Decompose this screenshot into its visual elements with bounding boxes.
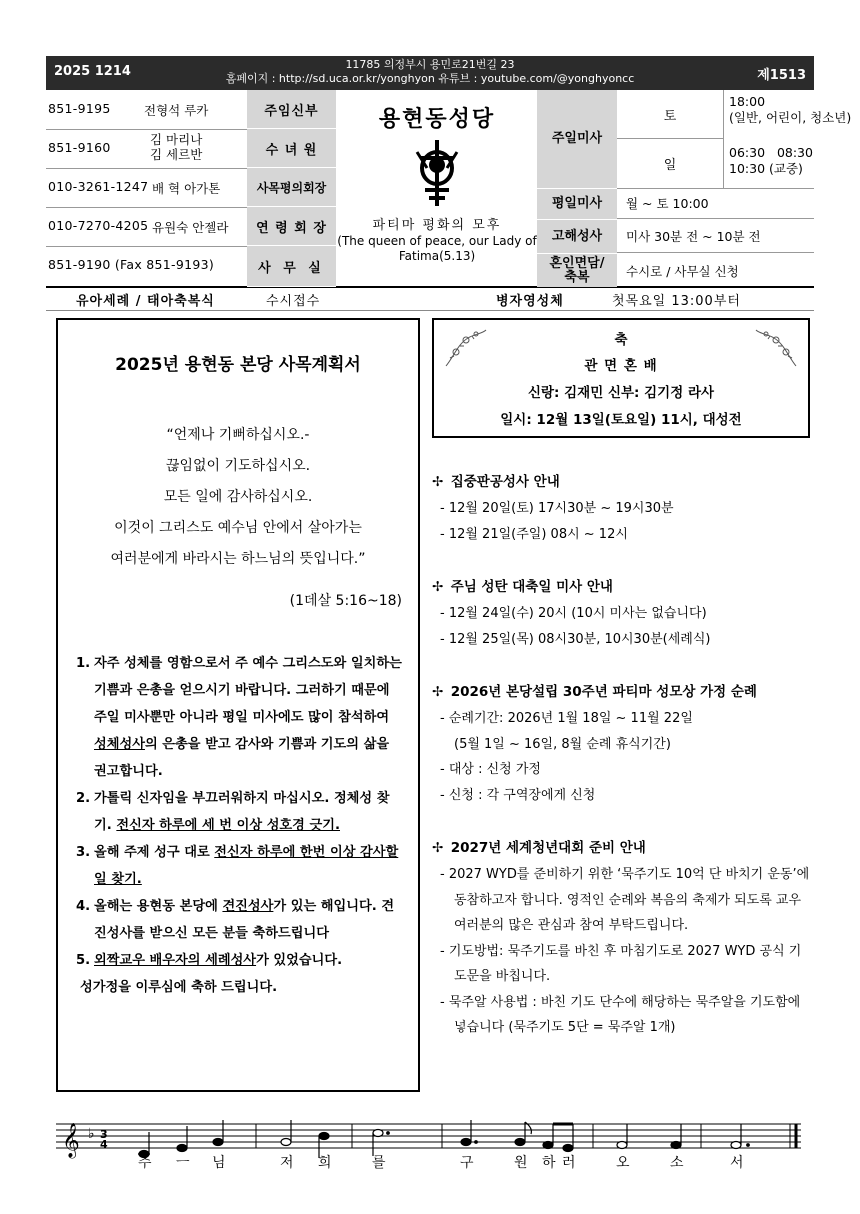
hymn-lyrics (56, 1152, 806, 1172)
quote-line: 여러분에게 바라시는 하느님의 뜻입니다.” (110, 551, 366, 567)
lyric-syllable: 구 (460, 1155, 474, 1171)
cross-icon: ✢ (432, 840, 444, 856)
marriage-label: 혼인면담/ 축복 (537, 253, 617, 287)
sick-communion-value: 첫목요일 13:00부터 (612, 294, 741, 309)
lyric-syllable: 님 (212, 1155, 226, 1171)
info-table (46, 90, 852, 288)
plan-item: 5. 외짝교우 배우자의 세례성사가 있었습니다. (76, 953, 343, 968)
address-block (46, 58, 814, 86)
saturday-label: 토 (617, 90, 724, 139)
svg-text:3: 3 (100, 1128, 108, 1141)
plan-title: 2025년 용현동 본당 사목계획서 (115, 355, 361, 375)
contact-role: 연 령 회 장 (247, 207, 336, 246)
parish-logo-icon (413, 138, 461, 208)
confession-value: 미사 30분 전 ~ 10분 전 (626, 229, 761, 244)
contact-role: 사 무 실 (247, 246, 336, 287)
issue-number: 제1513 (757, 68, 806, 83)
pastoral-plan-box (56, 318, 420, 1092)
notice-line: - 순례기간: 2026년 1월 18일 ~ 11월 22일 (440, 711, 693, 726)
lyric-syllable: 오 (616, 1155, 630, 1171)
wedding-datetime: 일시: 12월 13일(토요일) 11시, 대성전 (500, 412, 742, 428)
weekday-mass-label: 평일미사 (537, 188, 617, 219)
notice-line: - 기도방법: 묵주기도를 바친 후 마침기도로 2027 WYD 공식 기도문을 바칩니다. (440, 943, 802, 984)
lyric-syllable: 하 (542, 1155, 556, 1171)
notice-title: ✢ 2026년 본당설립 30주년 파티마 성모상 가정 순례 (432, 684, 757, 700)
plan-item: 3. 올해 주제 성구 대로 전신자 하루에 한번 이상 감사할 일 찾기. (76, 845, 399, 887)
notice-line: - 12월 21일(주일) 08시 ~ 12시 (440, 526, 628, 542)
notice-line: - 2027 WYD를 준비하기 위한 ‘묵주기도 10억 단 바치기 운동’에 동참하고자 합니다. 영적인 순례와 복음의 축제가 되도록 교우 여러분의 많은 관심과 참여 부탁드립니다. (440, 867, 810, 933)
contact-role: 수 녀 원 (247, 129, 336, 168)
links: 홈페이지 : http://sd.uca.or.kr/yonghyon 유튜브 : youtube.com/@yonghyoncc (225, 72, 635, 85)
contact-name: 전형석 루카 (144, 103, 209, 118)
parish-title-block (337, 90, 537, 286)
lyric-syllable: 희 (318, 1155, 332, 1171)
lyric-syllable: 를 (372, 1155, 386, 1171)
cross-icon: ✢ (432, 474, 444, 490)
quote-line: “언제나 기뻐하십시오.- (166, 427, 310, 443)
lyric-syllable: ㅡ (176, 1155, 190, 1171)
notice-section (432, 680, 810, 808)
notice-section (432, 836, 810, 1041)
address: 11785 의정부시 용민로21번길 23 (345, 58, 515, 71)
svg-text:4: 4 (100, 1138, 108, 1151)
wedding-type: 관 면 혼 배 (584, 358, 658, 374)
quote-line: 모든 일에 감사하십시오. (163, 489, 313, 505)
plan-items (76, 650, 406, 1001)
quote-line: 끊임없이 기도하십시오. (165, 458, 311, 474)
sunday-mass-label: 주일미사 (537, 90, 617, 188)
notice-section (432, 470, 810, 547)
baptism-value: 수시접수 (266, 294, 321, 309)
notice-line: - 대상 : 신청 가정 (440, 762, 541, 777)
baptism-label: 유아세례 / 태아축복식 (76, 294, 215, 309)
plan-item: 1. 자주 성체를 영함으로서 주 예수 그리스도와 일치하는 기쁨과 은총을 얻으시기 바랍니다. 그러하기 때문에 주일 미사뿐만 아니라 평일 미사에도 많이 참석하여 성체성사의 은총을 받고 감사와 기쁨과 기도의 삶을 권고합니다. (76, 656, 402, 779)
contact-name: 김 마리나 김 세르반 (150, 132, 203, 162)
contact-name: 배 혁 아가톤 (152, 181, 221, 196)
contact-role: 사목평의회장 (247, 168, 336, 207)
wedding-heading: 축 (614, 332, 628, 348)
contact-phone: 851-9160 (48, 140, 111, 155)
plan-item: 4. 올해는 용현동 본당에 견진성사가 있는 해입니다. 견진성사를 받으신 모든 분들 축하드립니다 (76, 899, 395, 941)
notice-section (432, 575, 810, 652)
confession-label: 고해성사 (537, 219, 617, 253)
treble-clef-icon: 𝄞 (62, 1123, 80, 1158)
parish-name: 용현동성당 (378, 107, 496, 132)
contact-phone: 851-9195 (48, 101, 111, 116)
notices (432, 470, 810, 1069)
contact-phone: 010-7270-4205 (48, 218, 149, 233)
contact-phone: 010-3261-1247 (48, 179, 149, 194)
header-bar (46, 56, 814, 90)
quote-line: 이것이 그리스도 예수님 안에서 살아가는 (114, 520, 362, 536)
sunday-label: 일 (617, 139, 724, 188)
lyric-syllable: 서 (730, 1155, 744, 1171)
sick-communion-label: 병자영성체 (496, 294, 564, 309)
issue-date: 2025 1214 (54, 64, 131, 79)
plan-quote (58, 420, 418, 575)
weekday-mass-value: 월 ~ 토 10:00 (626, 196, 709, 211)
contact-role: 주임신부 (247, 90, 336, 129)
saturday-times: 18:00 (일반, 어린이, 청소년) (729, 94, 852, 125)
notice-line: (5월 1일 ~ 16일, 8월 순례 휴식기간) (454, 736, 671, 752)
notice-title: ✢ 집중판공성사 안내 (432, 474, 560, 490)
marriage-value: 수시로 / 사무실 신청 (626, 264, 739, 279)
lyric-syllable: 주 (138, 1155, 152, 1171)
parish-subtitle: 파티마 평화의 모후 (372, 218, 502, 233)
quote-reference: (1데살 5:16~18) (289, 593, 402, 609)
notice-title: ✢ 2027년 세계청년대회 준비 안내 (432, 840, 646, 856)
lyric-syllable: 원 (514, 1155, 528, 1171)
contact-phone: 851-9190 (Fax 851-9193) (48, 257, 215, 272)
sacrament-bar (46, 286, 814, 311)
cross-icon: ✢ (432, 579, 444, 595)
wedding-announcement (432, 318, 810, 438)
notice-line: - 12월 24일(수) 20시 (10시 미사는 없습니다) (440, 606, 707, 621)
plan-closing: 성가정을 이루심에 축하 드립니다. (80, 980, 278, 995)
notice-line: - 12월 25일(목) 08시30분, 10시30분(세례식) (440, 631, 711, 647)
lyric-syllable: 소 (670, 1155, 684, 1171)
notice-line: - 12월 20일(토) 17시30분 ~ 19시30분 (440, 501, 674, 516)
sunday-times: 06:30 08:30 10:30 (교중) (729, 145, 813, 176)
lyric-syllable: 러 (562, 1155, 576, 1171)
svg-text:♭: ♭ (88, 1126, 95, 1142)
parish-subtitle-en: (The queen of peace, our Lady of Fatima(5.13) (337, 234, 537, 263)
plan-item: 2. 가톨릭 신자임을 부끄러워하지 마십시오. 정체성 찾기. 전신자 하루에 세 번 이상 성호경 긋기. (76, 791, 390, 833)
notice-line: - 신청 : 각 구역장에게 신청 (440, 787, 596, 803)
notice-title: ✢ 주님 성탄 대축일 미사 안내 (432, 579, 613, 595)
cross-icon: ✢ (432, 684, 444, 700)
lyric-syllable: 저 (280, 1155, 294, 1171)
wedding-couple: 신랑: 김재민 신부: 김기정 라사 (527, 385, 715, 401)
contact-name: 유원숙 안젤라 (152, 220, 229, 235)
notice-line: - 묵주알 사용법 : 바친 기도 단수에 해당하는 묵주알을 기도함에 넣습니다 (묵주기도 5단 = 묵주알 1개) (440, 994, 801, 1035)
